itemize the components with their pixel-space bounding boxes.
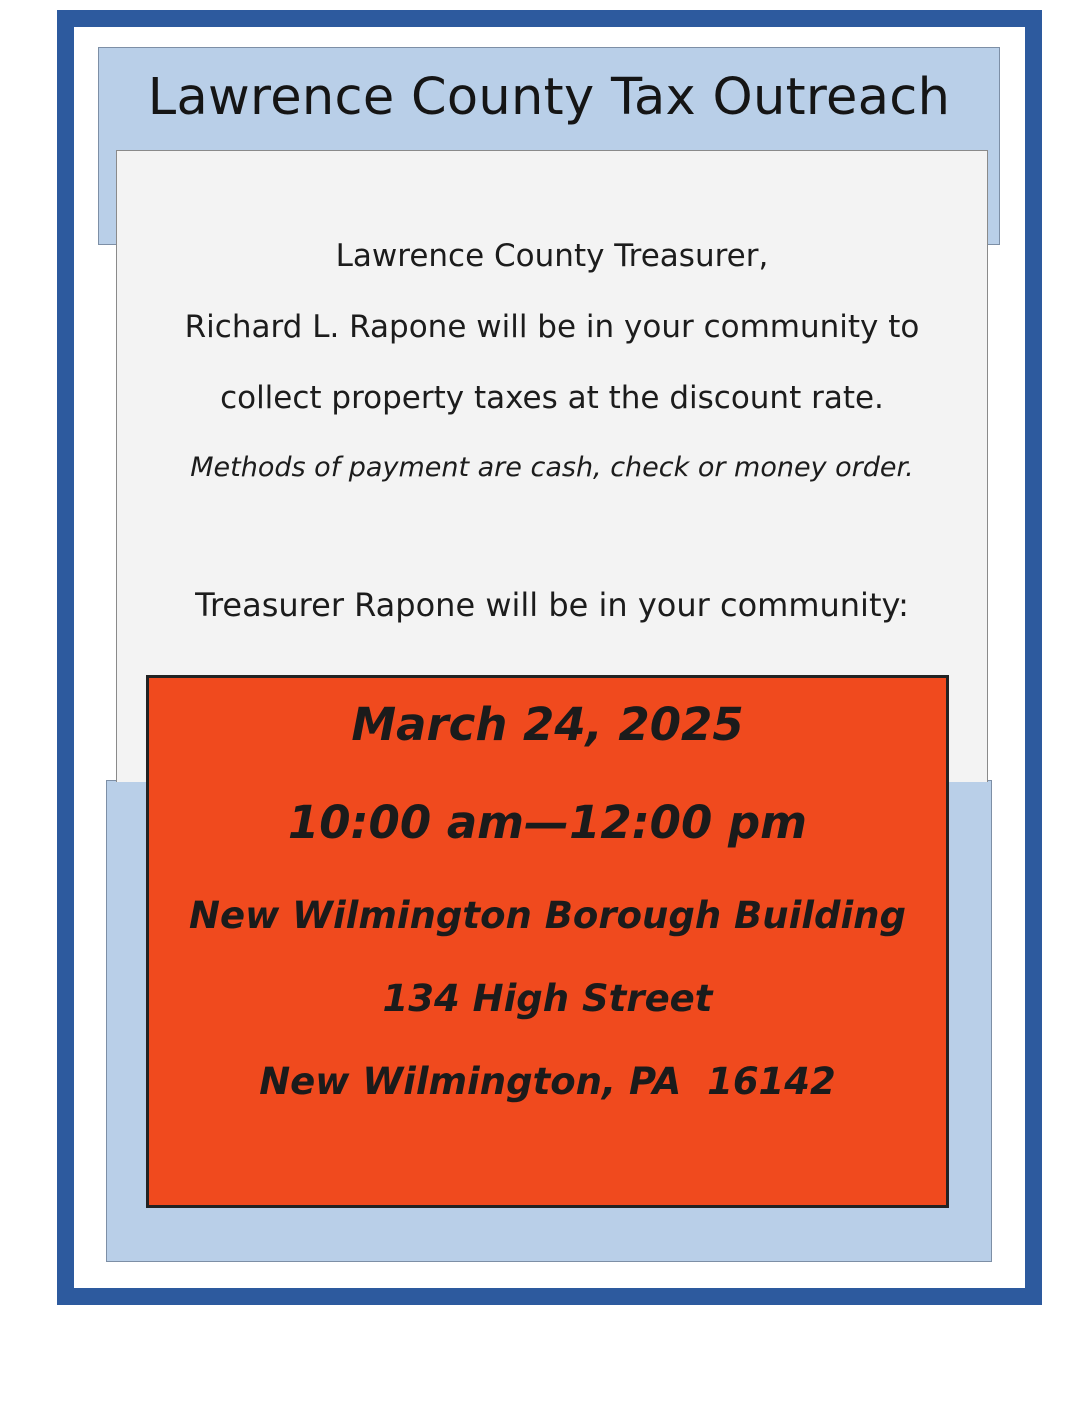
- event-street-address: 134 High Street: [382, 977, 713, 1020]
- event-date: March 24, 2025: [351, 698, 744, 751]
- community-lead-in: Treasurer Rapone will be in your community:: [195, 586, 909, 624]
- event-details-box: [146, 675, 949, 1208]
- page-title: Lawrence County Tax Outreach: [147, 68, 951, 127]
- event-venue: New Wilmington Borough Building: [189, 894, 906, 937]
- intro-line-3: collect property taxes at the discount rate.: [220, 380, 884, 416]
- intro-line-2: Richard L. Rapone will be in your community to: [184, 309, 920, 345]
- payment-methods-note: Methods of payment are cash, check or money order.: [190, 452, 914, 483]
- treasurer-heading: Lawrence County Treasurer,: [335, 238, 769, 274]
- event-time: 10:00 am—12:00 pm: [287, 796, 808, 849]
- event-city-state-zip: New Wilmington, PA 16142: [259, 1060, 836, 1103]
